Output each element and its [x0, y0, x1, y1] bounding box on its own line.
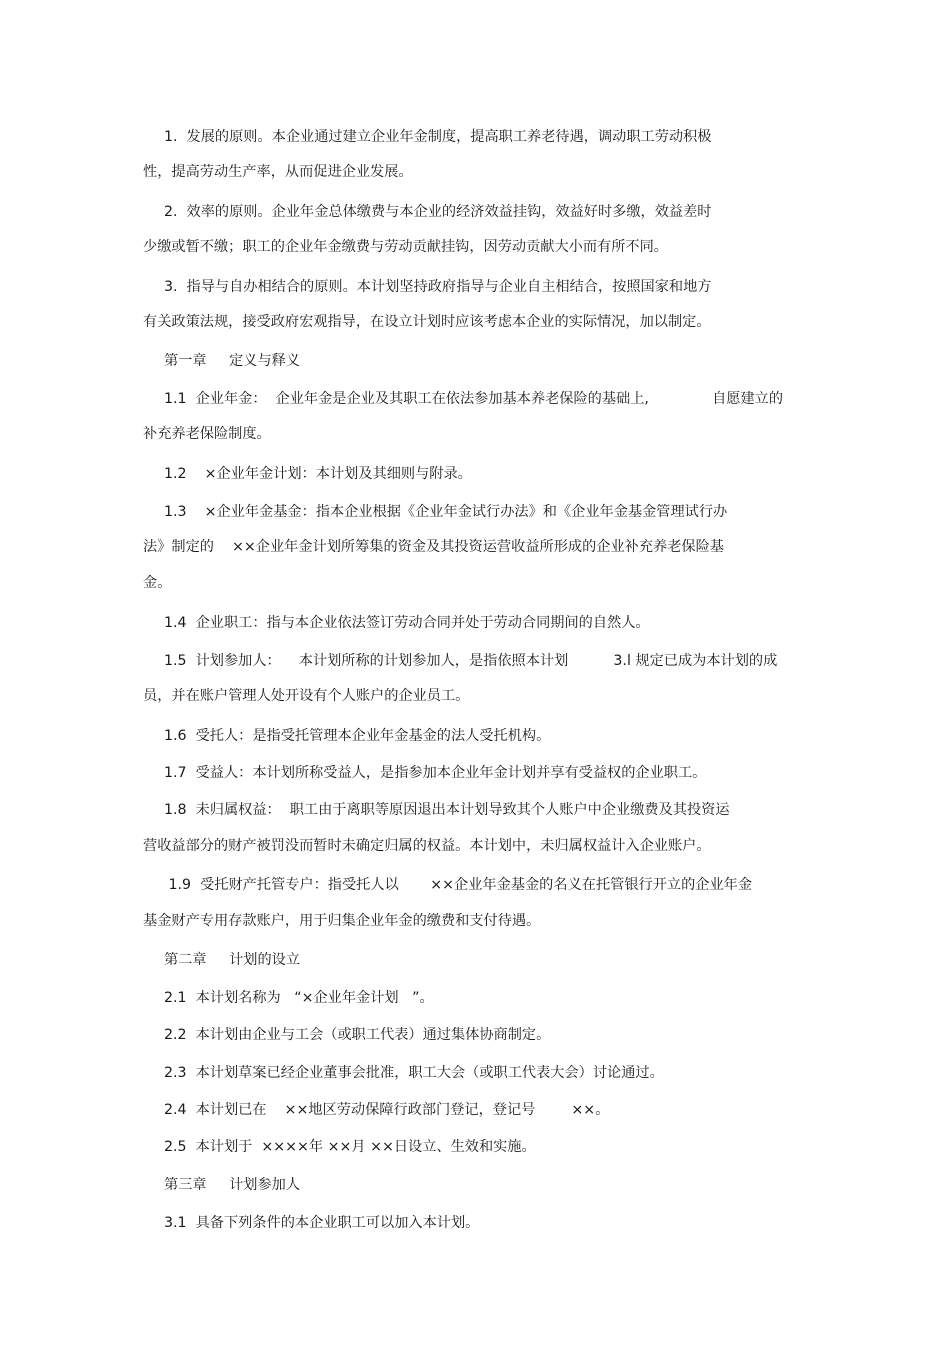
text-line: 基金财产专用存款账户，用于归集企业年金的缴费和支付待遇。 [143, 913, 541, 929]
text-line: 法》制定的 ××企业年金计划所筹集的资金及其投资运营收益所形成的企业补充养老保险基 [143, 539, 724, 555]
text-line: 补充养老保险制度。 [143, 426, 271, 442]
text-line: 员，并在账户管理人处开设有个人账户的企业员工。 [143, 688, 470, 704]
section-1-2: 1.2 ×企业年金计划：本计划及其细则与附录。 [164, 466, 472, 482]
text-line: 1.5 计划参加人： 本计划所称的计划参加人，是指依照本计划 3.l 规定已成为本计划的成 [164, 653, 778, 669]
text-line: 有关政策法规，接受政府宏观指导，在设立计划时应该考虑本企业的实际情况，加以制定。 [143, 314, 711, 330]
chapter-heading: 第一章 定义与释义 [164, 353, 301, 369]
section-2-3: 2.3 本计划草案已经企业董事会批准，职工大会（或职工代表大会）讨论通过。 [164, 1065, 664, 1081]
text-line: 1. 发展的原则。本企业通过建立企业年金制度，提高职工养老待遇，调动职工劳动积极 [164, 129, 712, 145]
chapter-heading: 第三章 计划参加人 [164, 1177, 301, 1193]
chapter-heading: 第二章 计划的设立 [164, 952, 301, 968]
text-line: 营收益部分的财产被罚没而暂时未确定归属的权益。本计划中，未归属权益计入企业账户。 [143, 838, 711, 854]
section-2-4: 2.4 本计划已在 ××地区劳动保障行政部门登记，登记号 ××。 [164, 1102, 610, 1118]
text-line: 性，提高劳动生产率，从而促进企业发展。 [143, 164, 413, 180]
text-line: 1.1 企业年金： 企业年金是企业及其职工在依法参加基本养老保险的基础上, 自愿建立的 [164, 391, 784, 407]
text-line: 2. 效率的原则。企业年金总体缴费与本企业的经济效益挂钩，效益好时多缴，效益差时 [164, 204, 712, 220]
section-1-4: 1.4 企业职工：指与本企业依法签订劳动合同并处于劳动合同期间的自然人。 [164, 615, 650, 631]
text-line: 金。 [143, 575, 172, 591]
text-line: 1.8 未归属权益： 职工由于离职等原因退出本计划导致其个人账户中企业缴费及其投资运 [164, 802, 730, 818]
text-line: 少缴或暂不缴；职工的企业年金缴费与劳动贡献挂钩，因劳动贡献大小而有所不同。 [143, 239, 668, 255]
text-line: 1.3 ×企业年金基金：指本企业根据《企业年金试行办法》和《企业年金基金管理试行办 [164, 504, 728, 520]
section-2-2: 2.2 本计划由企业与工会（或职工代表）通过集体协商制定。 [164, 1027, 551, 1043]
section-1-6: 1.6 受托人：是指受托管理本企业年金基金的法人受托机构。 [164, 728, 551, 744]
section-2-5: 2.5 本计划于 ××××年 ××月 ××日设立、生效和实施。 [164, 1139, 536, 1155]
section-3-1: 3.1 具备下列条件的本企业职工可以加入本计划。 [164, 1215, 480, 1231]
section-1-7: 1.7 受益人：本计划所称受益人，是指参加本企业年金计划并享有受益权的企业职工。 [164, 765, 707, 781]
text-line: 1.9 受托财产托管专户：指受托人以 ××企业年金基金的名义在托管银行开立的企业年金 [164, 877, 753, 893]
text-line: 3. 指导与自办相结合的原则。本计划坚持政府指导与企业自主相结合，按照国家和地方 [164, 279, 712, 295]
section-2-1: 2.1 本计划名称为 “×企业年金计划 ”。 [164, 990, 434, 1006]
